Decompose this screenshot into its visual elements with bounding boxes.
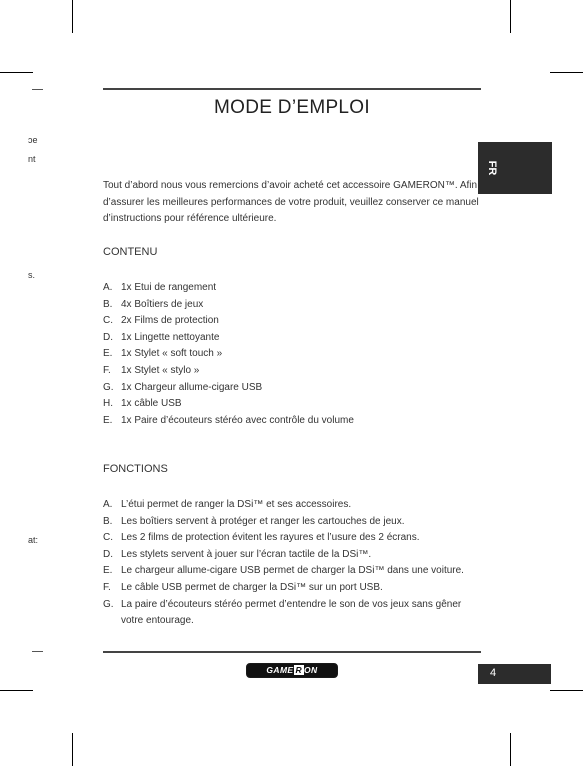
list-item — [103, 597, 483, 630]
list-item-letter: B. — [103, 298, 113, 310]
list-item — [103, 330, 483, 347]
crop-mark — [510, 733, 511, 766]
list-item-text: 1x Chargeur allume-cigare USB — [121, 381, 263, 393]
crop-mark — [550, 690, 583, 691]
fonctions-heading: FONCTIONS — [103, 463, 168, 475]
crop-mark — [0, 72, 33, 73]
contenu-list — [103, 280, 483, 429]
list-item — [103, 497, 483, 514]
left-page-fragment: ɔe — [28, 135, 38, 145]
crop-mark — [510, 0, 511, 33]
list-item — [103, 346, 483, 363]
gameron-logo — [246, 663, 338, 678]
list-item-text: Le câble USB permet de charger la DSi™ sur un port USB. — [121, 581, 383, 593]
list-item-letter: H. — [103, 398, 113, 410]
list-item — [103, 280, 483, 297]
list-item — [103, 580, 483, 597]
list-item-letter: B. — [103, 515, 113, 527]
list-item-text: 1x Stylet « soft touch » — [121, 348, 223, 360]
intro-paragraph: Tout d’abord nous vous remercions d’avoir acheté cet accessoire GAMERON™. Afin d’assurer les meilleures performances de votre produit, veuillez conserver ce manuel d’instructions pour référence ultérieure. — [103, 180, 479, 224]
top-rule — [103, 88, 481, 90]
list-item-letter: C. — [103, 315, 113, 327]
contenu-heading: CONTENU — [103, 246, 158, 258]
list-item-letter: G. — [103, 381, 114, 393]
list-item — [103, 380, 483, 397]
page-number: 4 — [490, 667, 497, 679]
logo-text-right: ON — [304, 665, 318, 675]
list-item-letter: F. — [103, 364, 111, 376]
list-item-letter: D. — [103, 331, 113, 343]
list-item-letter: G. — [103, 598, 114, 610]
logo-text-left: GAME — [266, 665, 294, 675]
logo-text-middle: R — [295, 665, 303, 675]
list-item-letter: C. — [103, 532, 113, 544]
left-page-fragment: s. — [28, 270, 36, 280]
list-item-letter: E. — [103, 414, 113, 426]
list-item-letter: D. — [103, 548, 113, 560]
list-item-letter: A. — [103, 499, 113, 510]
language-tab — [478, 142, 552, 194]
list-item-text: Les stylets servent à jouer sur l’écran tactile de la DSi™. — [121, 548, 372, 560]
list-item-text: 1x Paire d’écouteurs stéréo avec contrôle du volume — [121, 414, 354, 426]
list-item-text: L’étui permet de ranger la DSi™ et ses accessoires. — [121, 499, 352, 510]
page-title: MODE D’EMPLOI — [214, 97, 370, 118]
crop-mark — [72, 0, 73, 33]
list-item-text: La paire d’écouteurs stéréo permet d’entendre le son de vos jeux sans gêner votre entourage. — [121, 598, 462, 627]
crop-mark — [550, 72, 583, 73]
list-item — [103, 547, 483, 564]
list-item — [103, 396, 483, 413]
list-item — [103, 530, 483, 547]
crop-mark — [72, 733, 73, 766]
fonctions-list — [103, 497, 483, 630]
left-page-fragment: at: — [28, 535, 39, 545]
list-item — [103, 563, 483, 580]
list-item-letter: F. — [103, 581, 111, 593]
list-item-text: Le chargeur allume-cigare USB permet de charger la DSi™ dans une voiture. — [121, 565, 464, 577]
list-item — [103, 313, 483, 330]
crop-mark — [0, 690, 33, 691]
list-item-letter: A. — [103, 282, 113, 293]
list-item-text: 1x Etui de rangement — [121, 282, 217, 293]
language-tab-label: FR — [486, 160, 498, 176]
list-item — [103, 413, 483, 430]
list-item-text: 1x Lingette nettoyante — [121, 331, 220, 343]
list-item-letter: E. — [103, 348, 113, 360]
list-item-text: 2x Films de protection — [121, 315, 219, 327]
bottom-rule — [103, 651, 481, 653]
list-item-letter: E. — [103, 565, 113, 577]
left-page-rule — [32, 651, 43, 652]
left-page-rule — [32, 89, 43, 90]
list-item — [103, 363, 483, 380]
list-item-text: 4x Boîtiers de jeux — [121, 298, 204, 310]
list-item-text: Les boîtiers servent à protéger et ranger les cartouches de jeux. — [121, 515, 405, 527]
list-item-text: 1x Stylet « stylo » — [121, 364, 200, 376]
list-item — [103, 297, 483, 314]
left-page-fragment: nt — [28, 154, 36, 164]
list-item-text: 1x câble USB — [121, 398, 182, 410]
page-number-tab — [478, 664, 551, 684]
list-item — [103, 514, 483, 531]
list-item-text: Les 2 films de protection évitent les rayures et l’usure des 2 écrans. — [121, 532, 420, 544]
